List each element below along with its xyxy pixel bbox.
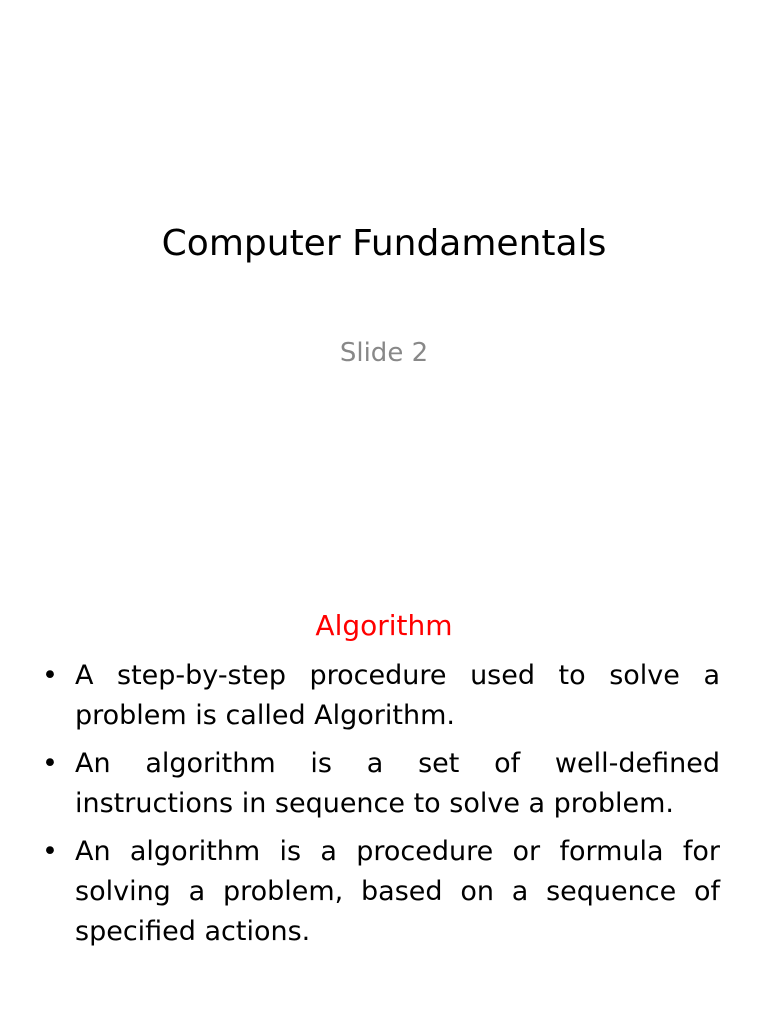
bullet-icon: • (42, 660, 58, 691)
bullet-icon: • (42, 748, 58, 779)
bullet-item (42, 744, 720, 824)
bullet-text: An algorithm is a set of well-defined instructions in sequence to solve a problem. (75, 748, 720, 819)
content-slide (0, 512, 768, 1024)
slide-subtitle: Slide 2 (339, 338, 429, 368)
bullet-text: A step-by-step procedure used to solve a problem is called Algorithm. (75, 660, 720, 731)
bullet-item (42, 832, 720, 952)
slide-title: Computer Fundamentals (161, 223, 607, 264)
bullet-text: An algorithm is a procedure or formula for solving a problem, based on a sequence of specified actions. (75, 836, 720, 947)
bullet-list (42, 656, 720, 960)
slide-heading: Algorithm (315, 609, 453, 642)
bullet-item (42, 656, 720, 736)
bullet-icon: • (42, 836, 58, 867)
